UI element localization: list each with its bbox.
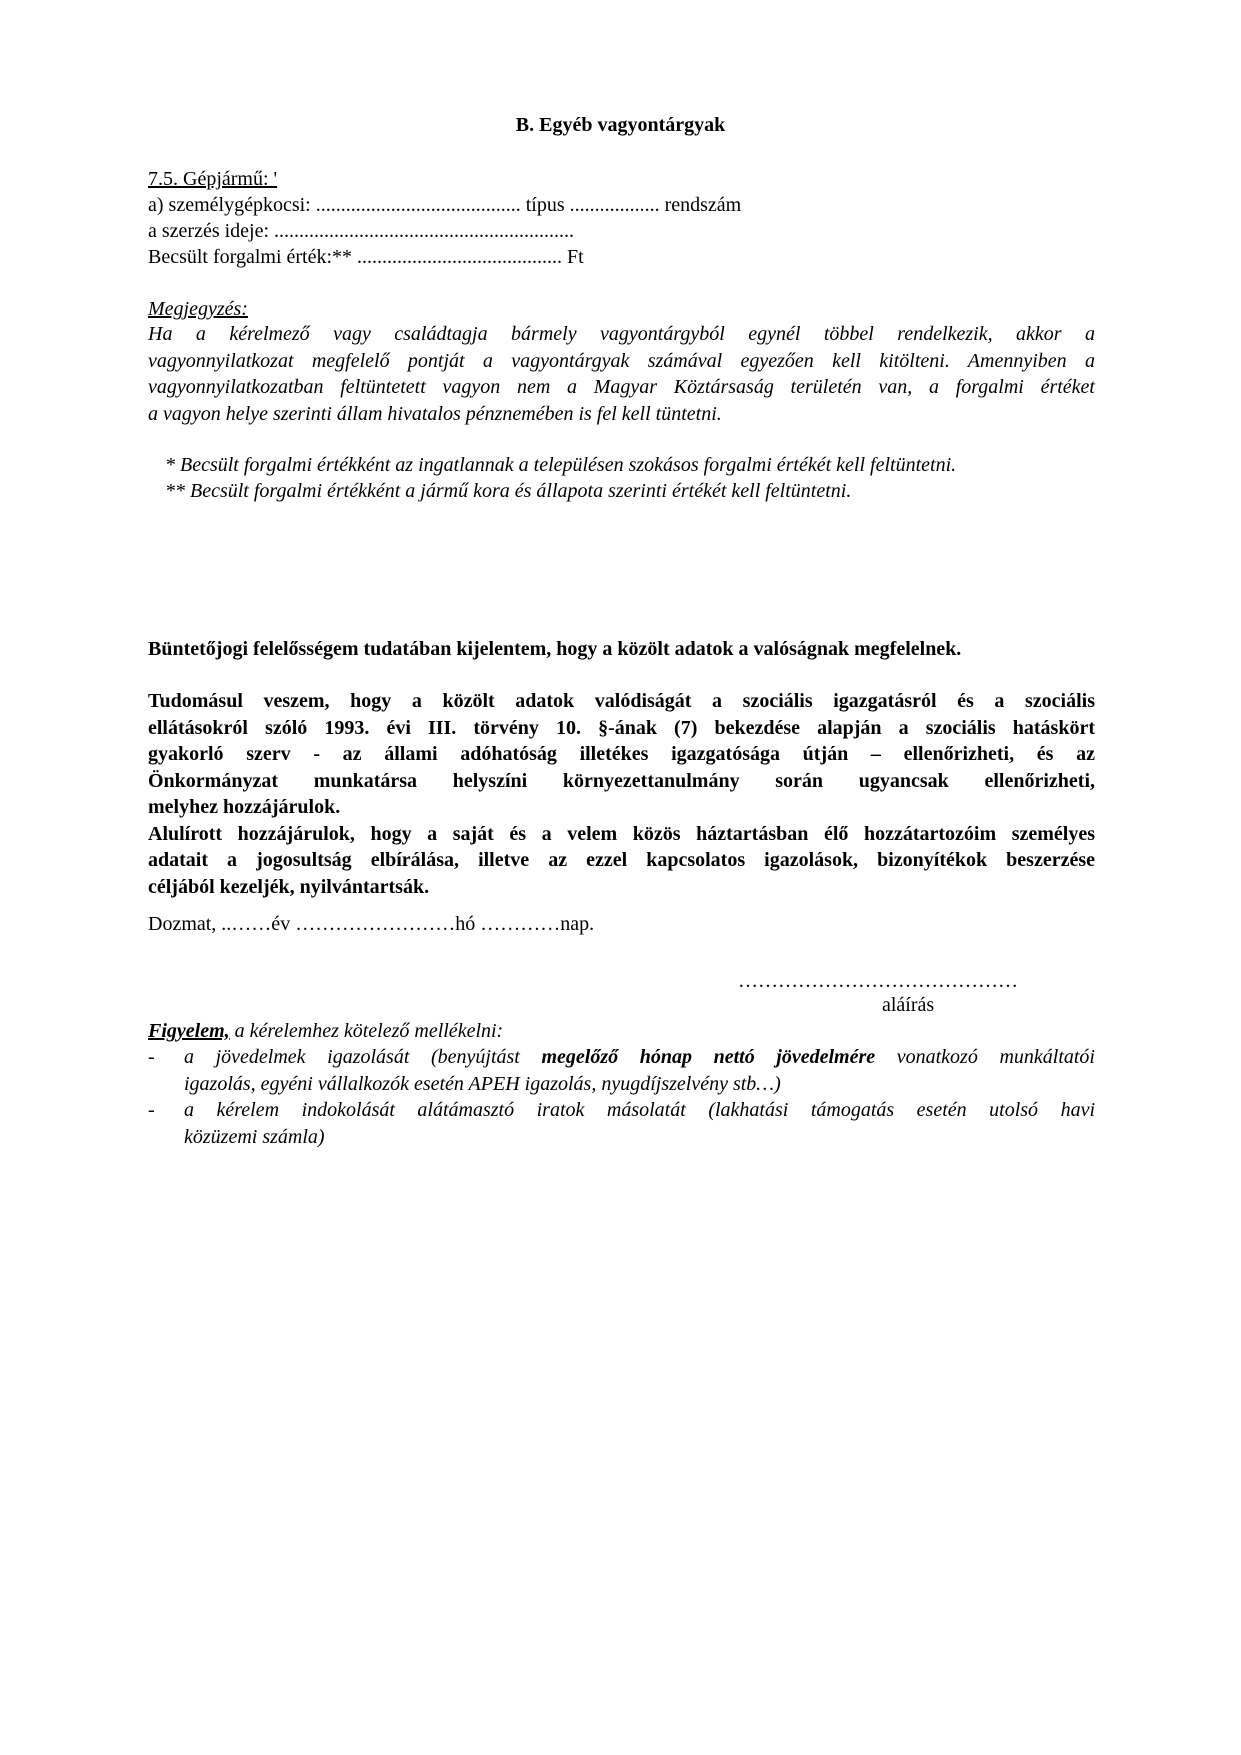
section-title: B. Egyéb vagyontárgyak xyxy=(515,114,726,136)
attachment-line: igazolás, egyéni vállalkozók esetén APEH igazolás, nyugdíjszelvény stb…) xyxy=(184,1072,781,1095)
attachment-text: vonatkozó munkáltatói xyxy=(875,1046,1095,1068)
data-consent-line: céljából kezeljék, nyilvántartsák. xyxy=(148,875,430,898)
footnote-property: * Becsült forgalmi értékként az ingatlannak a településen szokásos forgalmi értékét kell feltüntetni. xyxy=(165,454,957,476)
note-line: vagyonnyilatkozatban feltüntetett vagyon nem a Magyar Köztársaság területén van, a forgalmi értéket xyxy=(148,376,1095,398)
consent-paragraph xyxy=(148,688,1095,900)
attachment-line: a kérelem indokolását alátámasztó iratok másolatát (lakhatási támogatás esetén utolsó havi xyxy=(184,1099,1095,1121)
attachment-text: a jövedelmek igazolását (benyújtást xyxy=(184,1046,542,1068)
signature-label: aláírás xyxy=(882,994,935,1016)
criminal-liability-statement: Büntetőjogi felelősségem tudatában kijelentem, hogy a közölt adatok a valóságnak megfelelnek. xyxy=(148,638,962,660)
attachment-emphasis: megelőző hónap nettó jövedelmére xyxy=(541,1046,876,1068)
attachment-item-income xyxy=(184,1044,1095,1097)
vehicle-estimated-value: Becsült forgalmi érték:** ......................................... Ft xyxy=(148,246,584,268)
consent-line: melyhez hozzájárulok. xyxy=(148,796,341,818)
date-line: Dozmat, ..……év ……………………hó …………nap. xyxy=(148,913,595,935)
attachment-line xyxy=(184,1044,1095,1071)
data-consent-line: Alulírott hozzájárulok, hogy a saját és a velem közös háztartásban élő hozzátartozóim személyes xyxy=(148,822,1095,845)
footnote-vehicle: ** Becsült forgalmi értékként a jármű kora és állapota szerinti értékét kell feltüntetni. xyxy=(165,480,852,502)
data-consent-line: adatait a jogosultság elbírálása, illetve az ezzel kapcsolatos igazolások, bizonyítékok beszerzése xyxy=(148,849,1095,871)
attachments-heading-rest: a kérelemhez kötelező mellékelni: xyxy=(229,1020,504,1042)
attachment-line: közüzemi számla) xyxy=(184,1125,325,1148)
consent-line: gyakorló szerv - az állami adóhatóság illetékes igazgatósága útján – ellenőrizheti, és az xyxy=(148,743,1095,765)
bullet-dash: - xyxy=(148,1099,155,1121)
note-line: vagyonnyilatkozat megfelelő pontját a vagyontárgyak számával egyezően kell kitölteni. Amennyiben a xyxy=(148,349,1095,372)
note-heading: Megjegyzés: xyxy=(148,298,248,320)
consent-line: ellátásokról szóló 1993. évi III. törvény 10. §-ának (7) bekezdése alapján a szociális hatáskört xyxy=(148,716,1095,739)
attachment-item-documents xyxy=(184,1097,1095,1150)
attention-word: Figyelem, xyxy=(148,1020,230,1042)
vehicle-acquisition-date: a szerzés ideje: ............................................................ xyxy=(148,220,575,242)
note-line: a vagyon helye szerinti állam hivatalos pénznemében is fel kell tüntetni. xyxy=(148,402,722,425)
note-text xyxy=(148,321,1095,427)
note-line: Ha a kérelmező vagy családtagja bármely vagyontárgyból egynél többel rendelkezik, akkor a xyxy=(148,323,1095,345)
bullet-dash: - xyxy=(148,1046,155,1068)
vehicle-heading: 7.5. Gépjármű: ' xyxy=(148,168,278,190)
vehicle-car-line: a) személygépkocsi: ......................................... típus .................. rendszám xyxy=(148,194,742,216)
attachments-heading xyxy=(148,1018,503,1044)
consent-line: Önkormányzat munkatársa helyszíni környezettanulmány során ugyancsak ellenőrizheti, xyxy=(148,769,1095,792)
signature-line: …………………………………… xyxy=(738,970,1018,992)
consent-line: Tudomásul veszem, hogy a közölt adatok valódiságát a szociális igazgatásról és a szociális xyxy=(148,690,1095,712)
